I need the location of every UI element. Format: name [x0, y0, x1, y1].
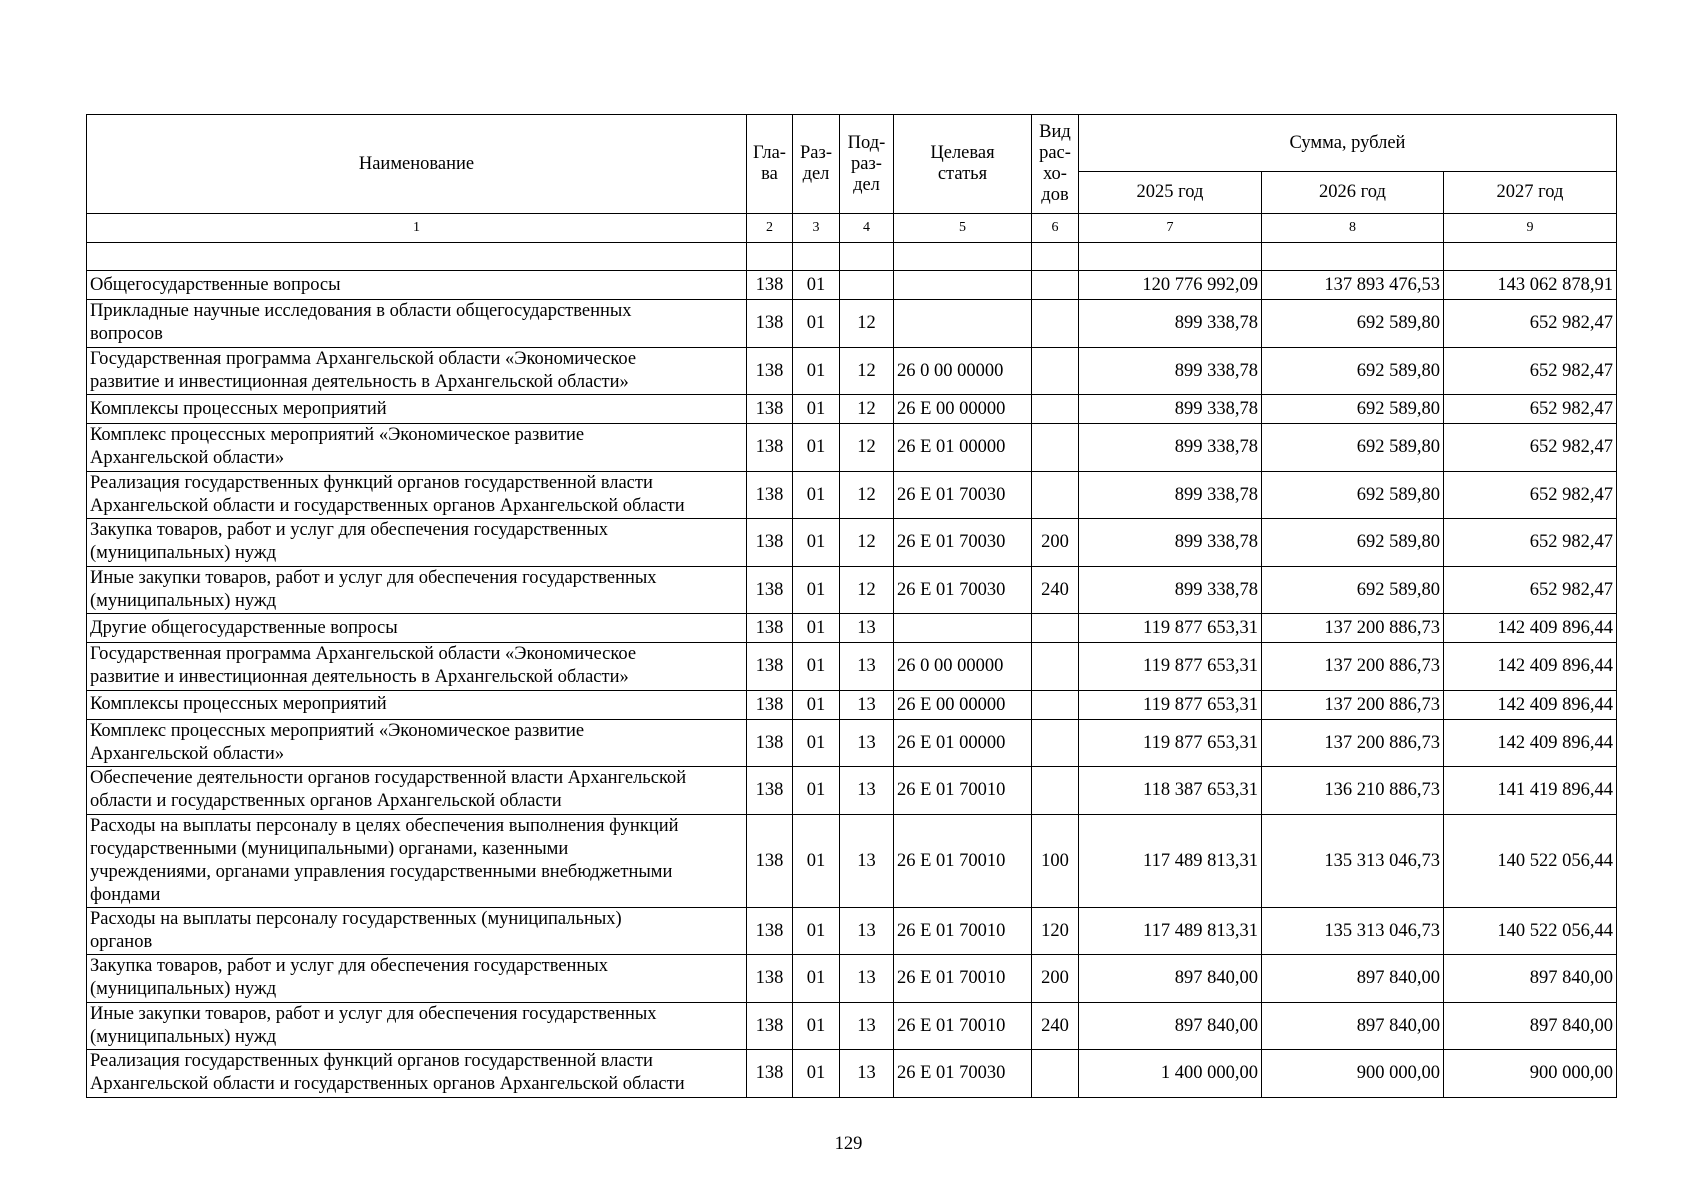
row-expense-type: 200 — [1032, 955, 1079, 1003]
row-sum-2026: 135 313 046,73 — [1262, 814, 1444, 907]
column-number: 7 — [1079, 214, 1262, 243]
row-name: Иные закупки товаров, работ и услуг для обеспечения государственных (муниципальных) нужд — [87, 1002, 747, 1050]
row-section: 01 — [793, 300, 840, 348]
row-target-article: 26 Е 01 70010 — [894, 1002, 1032, 1050]
row-subsection: 12 — [840, 566, 894, 614]
row-name: Другие общегосударственные вопросы — [87, 614, 747, 643]
row-section: 01 — [793, 395, 840, 424]
row-target-article: 26 Е 01 70010 — [894, 767, 1032, 815]
row-sum-2025: 897 840,00 — [1079, 1002, 1262, 1050]
row-chapter: 138 — [747, 907, 793, 955]
row-expense-type — [1032, 271, 1079, 300]
row-expense-type: 100 — [1032, 814, 1079, 907]
row-chapter: 138 — [747, 271, 793, 300]
row-name: Государственная программа Архангельской области «Экономическое развитие и инвестиционная деятельность в Архангельской области» — [87, 347, 747, 395]
row-expense-type — [1032, 424, 1079, 472]
row-sum-2027: 142 409 896,44 — [1444, 643, 1617, 691]
row-sum-2027: 897 840,00 — [1444, 1002, 1617, 1050]
row-sum-2025: 899 338,78 — [1079, 300, 1262, 348]
row-expense-type — [1032, 719, 1079, 767]
row-target-article: 26 Е 01 70030 — [894, 519, 1032, 567]
row-chapter: 138 — [747, 643, 793, 691]
row-sum-2027: 143 062 878,91 — [1444, 271, 1617, 300]
header-year-2026: 2026 год — [1262, 172, 1444, 214]
row-chapter: 138 — [747, 955, 793, 1003]
row-sum-2026: 692 589,80 — [1262, 519, 1444, 567]
column-number: 3 — [793, 214, 840, 243]
row-target-article — [894, 300, 1032, 348]
row-sum-2025: 899 338,78 — [1079, 566, 1262, 614]
row-section: 01 — [793, 566, 840, 614]
row-name: Реализация государственных функций органов государственной власти Архангельской области и государственных органов Архангельской области — [87, 471, 747, 519]
row-chapter: 138 — [747, 519, 793, 567]
table-row — [87, 719, 1617, 767]
row-sum-2026: 692 589,80 — [1262, 424, 1444, 472]
table-row — [87, 907, 1617, 955]
row-sum-2026: 692 589,80 — [1262, 471, 1444, 519]
row-sum-2026: 137 200 886,73 — [1262, 719, 1444, 767]
row-name: Комплекс процессных мероприятий «Экономическое развитие Архангельской области» — [87, 424, 747, 472]
row-sum-2027: 140 522 056,44 — [1444, 814, 1617, 907]
row-name: Закупка товаров, работ и услуг для обеспечения государственных (муниципальных) нужд — [87, 519, 747, 567]
row-target-article: 26 0 00 00000 — [894, 347, 1032, 395]
row-sum-2027: 652 982,47 — [1444, 347, 1617, 395]
row-subsection: 13 — [840, 643, 894, 691]
row-name: Реализация государственных функций органов государственной власти Архангельской области и государственных органов Архангельской области — [87, 1050, 747, 1098]
row-sum-2026: 897 840,00 — [1262, 955, 1444, 1003]
row-target-article: 26 Е 01 00000 — [894, 719, 1032, 767]
row-expense-type — [1032, 690, 1079, 719]
row-name: Государственная программа Архангельской области «Экономическое развитие и инвестиционная деятельность в Архангельской области» — [87, 643, 747, 691]
table-row — [87, 566, 1617, 614]
row-sum-2027: 652 982,47 — [1444, 395, 1617, 424]
row-sum-2025: 119 877 653,31 — [1079, 719, 1262, 767]
row-expense-type: 240 — [1032, 566, 1079, 614]
row-sum-2025: 117 489 813,31 — [1079, 814, 1262, 907]
table-row — [87, 955, 1617, 1003]
row-expense-type — [1032, 300, 1079, 348]
row-name: Прикладные научные исследования в области общегосударственных вопросов — [87, 300, 747, 348]
row-subsection: 12 — [840, 395, 894, 424]
row-sum-2026: 692 589,80 — [1262, 566, 1444, 614]
column-number: 6 — [1032, 214, 1079, 243]
row-target-article: 26 0 00 00000 — [894, 643, 1032, 691]
row-sum-2026: 900 000,00 — [1262, 1050, 1444, 1098]
row-sum-2025: 117 489 813,31 — [1079, 907, 1262, 955]
row-sum-2025: 899 338,78 — [1079, 519, 1262, 567]
table-row — [87, 424, 1617, 472]
row-subsection: 13 — [840, 814, 894, 907]
row-expense-type — [1032, 347, 1079, 395]
row-section: 01 — [793, 614, 840, 643]
row-subsection: 12 — [840, 424, 894, 472]
table-row — [87, 395, 1617, 424]
table-row — [87, 690, 1617, 719]
row-expense-type: 240 — [1032, 1002, 1079, 1050]
budget-table — [86, 114, 1617, 1098]
row-subsection: 13 — [840, 767, 894, 815]
row-section: 01 — [793, 907, 840, 955]
row-sum-2027: 897 840,00 — [1444, 955, 1617, 1003]
row-sum-2025: 899 338,78 — [1079, 471, 1262, 519]
row-target-article: 26 Е 01 70010 — [894, 814, 1032, 907]
row-name: Общегосударственные вопросы — [87, 271, 747, 300]
header-subsection: Под- раз- дел — [840, 115, 894, 214]
table-row — [87, 767, 1617, 815]
row-sum-2027: 900 000,00 — [1444, 1050, 1617, 1098]
row-sum-2026: 897 840,00 — [1262, 1002, 1444, 1050]
row-sum-2027: 142 409 896,44 — [1444, 690, 1617, 719]
blank-row — [87, 243, 1617, 271]
row-sum-2026: 137 200 886,73 — [1262, 643, 1444, 691]
row-subsection: 12 — [840, 471, 894, 519]
row-sum-2027: 652 982,47 — [1444, 471, 1617, 519]
row-chapter: 138 — [747, 471, 793, 519]
table-row — [87, 643, 1617, 691]
table-header — [87, 115, 1617, 271]
row-sum-2026: 692 589,80 — [1262, 395, 1444, 424]
row-sum-2027: 652 982,47 — [1444, 424, 1617, 472]
row-sum-2025: 897 840,00 — [1079, 955, 1262, 1003]
column-number: 1 — [87, 214, 747, 243]
row-sum-2026: 692 589,80 — [1262, 300, 1444, 348]
row-section: 01 — [793, 347, 840, 395]
row-chapter: 138 — [747, 767, 793, 815]
row-subsection: 12 — [840, 519, 894, 567]
row-subsection — [840, 271, 894, 300]
row-sum-2027: 652 982,47 — [1444, 519, 1617, 567]
row-chapter: 138 — [747, 347, 793, 395]
row-sum-2025: 899 338,78 — [1079, 347, 1262, 395]
row-section: 01 — [793, 643, 840, 691]
row-subsection: 12 — [840, 300, 894, 348]
row-expense-type: 200 — [1032, 519, 1079, 567]
table-body — [87, 271, 1617, 1098]
row-expense-type — [1032, 395, 1079, 424]
column-number: 4 — [840, 214, 894, 243]
row-chapter: 138 — [747, 614, 793, 643]
row-name: Закупка товаров, работ и услуг для обеспечения государственных (муниципальных) нужд — [87, 955, 747, 1003]
row-sum-2026: 137 200 886,73 — [1262, 690, 1444, 719]
row-target-article: 26 Е 01 70010 — [894, 955, 1032, 1003]
row-chapter: 138 — [747, 395, 793, 424]
table-row — [87, 814, 1617, 907]
row-name: Комплексы процессных мероприятий — [87, 690, 747, 719]
column-number: 8 — [1262, 214, 1444, 243]
row-target-article: 26 Е 01 70030 — [894, 1050, 1032, 1098]
row-chapter: 138 — [747, 1002, 793, 1050]
row-sum-2027: 652 982,47 — [1444, 300, 1617, 348]
row-section: 01 — [793, 424, 840, 472]
row-target-article: 26 Е 01 70030 — [894, 471, 1032, 519]
row-sum-2025: 899 338,78 — [1079, 424, 1262, 472]
row-sum-2025: 120 776 992,09 — [1079, 271, 1262, 300]
row-section: 01 — [793, 719, 840, 767]
row-subsection: 12 — [840, 347, 894, 395]
row-sum-2025: 119 877 653,31 — [1079, 690, 1262, 719]
table-row — [87, 614, 1617, 643]
row-name: Комплексы процессных мероприятий — [87, 395, 747, 424]
row-subsection: 13 — [840, 614, 894, 643]
table-row — [87, 347, 1617, 395]
row-subsection: 13 — [840, 1050, 894, 1098]
row-section: 01 — [793, 471, 840, 519]
row-sum-2026: 692 589,80 — [1262, 347, 1444, 395]
row-sum-2027: 142 409 896,44 — [1444, 614, 1617, 643]
row-sum-2025: 119 877 653,31 — [1079, 643, 1262, 691]
row-sum-2027: 141 419 896,44 — [1444, 767, 1617, 815]
row-subsection: 13 — [840, 690, 894, 719]
table-row — [87, 300, 1617, 348]
row-section: 01 — [793, 271, 840, 300]
row-sum-2025: 1 400 000,00 — [1079, 1050, 1262, 1098]
header-target: Целевая статья — [894, 115, 1032, 214]
table-row — [87, 1050, 1617, 1098]
row-sum-2027: 652 982,47 — [1444, 566, 1617, 614]
row-chapter: 138 — [747, 690, 793, 719]
row-section: 01 — [793, 814, 840, 907]
row-sum-2026: 136 210 886,73 — [1262, 767, 1444, 815]
row-expense-type — [1032, 1050, 1079, 1098]
row-subsection: 13 — [840, 955, 894, 1003]
column-numbers-row — [87, 214, 1617, 243]
row-target-article — [894, 614, 1032, 643]
header-year-2027: 2027 год — [1444, 172, 1617, 214]
header-section: Раз- дел — [793, 115, 840, 214]
row-name: Расходы на выплаты персоналу в целях обеспечения выполнения функций государственными (муниципальными) органами, казенными учреждениями, органами управления государственными внебюджетными фондами — [87, 814, 747, 907]
row-subsection: 13 — [840, 907, 894, 955]
row-chapter: 138 — [747, 300, 793, 348]
row-expense-type — [1032, 614, 1079, 643]
header-name: Наименование — [87, 115, 747, 214]
header-sum: Сумма, рублей — [1079, 115, 1617, 172]
row-subsection: 13 — [840, 1002, 894, 1050]
row-section: 01 — [793, 1002, 840, 1050]
row-expense-type — [1032, 643, 1079, 691]
row-sum-2025: 899 338,78 — [1079, 395, 1262, 424]
row-sum-2025: 119 877 653,31 — [1079, 614, 1262, 643]
row-section: 01 — [793, 767, 840, 815]
row-target-article: 26 Е 01 70030 — [894, 566, 1032, 614]
row-name: Обеспечение деятельности органов государственной власти Архангельской области и государственных органов Архангельской области — [87, 767, 747, 815]
row-sum-2026: 135 313 046,73 — [1262, 907, 1444, 955]
row-name: Иные закупки товаров, работ и услуг для обеспечения государственных (муниципальных) нужд — [87, 566, 747, 614]
table-row — [87, 471, 1617, 519]
row-section: 01 — [793, 955, 840, 1003]
page-number: 129 — [834, 1134, 863, 1154]
header-chapter: Гла- ва — [747, 115, 793, 214]
table-row — [87, 271, 1617, 300]
row-sum-2026: 137 200 886,73 — [1262, 614, 1444, 643]
row-section: 01 — [793, 519, 840, 567]
row-target-article — [894, 271, 1032, 300]
row-section: 01 — [793, 690, 840, 719]
row-name: Расходы на выплаты персоналу государственных (муниципальных) органов — [87, 907, 747, 955]
row-expense-type — [1032, 767, 1079, 815]
row-target-article: 26 Е 01 00000 — [894, 424, 1032, 472]
header-expense-type: Вид рас- хо- дов — [1032, 115, 1079, 214]
row-sum-2027: 142 409 896,44 — [1444, 719, 1617, 767]
row-chapter: 138 — [747, 424, 793, 472]
column-number: 2 — [747, 214, 793, 243]
row-name: Комплекс процессных мероприятий «Экономическое развитие Архангельской области» — [87, 719, 747, 767]
row-expense-type — [1032, 471, 1079, 519]
row-chapter: 138 — [747, 1050, 793, 1098]
row-chapter: 138 — [747, 814, 793, 907]
row-target-article: 26 Е 01 70010 — [894, 907, 1032, 955]
header-year-2025: 2025 год — [1079, 172, 1262, 214]
column-number: 9 — [1444, 214, 1617, 243]
row-expense-type: 120 — [1032, 907, 1079, 955]
row-sum-2026: 137 893 476,53 — [1262, 271, 1444, 300]
table-row — [87, 1002, 1617, 1050]
row-chapter: 138 — [747, 566, 793, 614]
row-target-article: 26 Е 00 00000 — [894, 690, 1032, 719]
row-section: 01 — [793, 1050, 840, 1098]
row-chapter: 138 — [747, 719, 793, 767]
row-sum-2025: 118 387 653,31 — [1079, 767, 1262, 815]
table-row — [87, 519, 1617, 567]
column-number: 5 — [894, 214, 1032, 243]
row-subsection: 13 — [840, 719, 894, 767]
row-sum-2027: 140 522 056,44 — [1444, 907, 1617, 955]
row-target-article: 26 Е 00 00000 — [894, 395, 1032, 424]
